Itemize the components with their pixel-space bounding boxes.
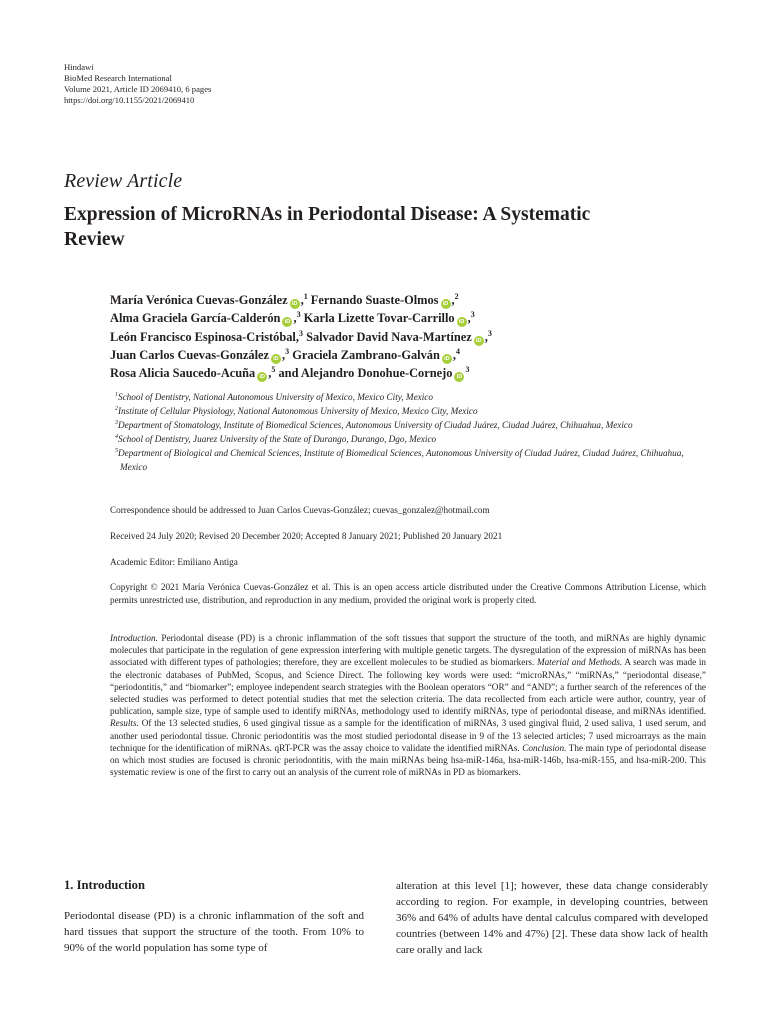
author-conjunction: and (278, 366, 299, 381)
affiliation-number: 1 (115, 391, 118, 398)
affiliation-list (110, 391, 710, 474)
orcid-icon[interactable]: iD (454, 372, 464, 382)
affiliation (110, 447, 710, 475)
author-affiliation-number: 3 (465, 365, 470, 375)
author-name: Fernando Suaste-Olmos (310, 293, 439, 307)
author-name: Juan Carlos Cuevas-González (110, 347, 270, 362)
abstract-results-label: Results. (110, 718, 139, 729)
author-name: Karla Lizette Tovar-Carrillo (303, 311, 455, 326)
orcid-icon[interactable]: iD (271, 354, 281, 364)
author-list (110, 291, 710, 382)
author-affiliation-number: 1 (303, 291, 308, 301)
article-type: Review Article (64, 170, 183, 192)
orcid-icon[interactable]: iD (441, 299, 451, 309)
abstract-conclusion-label: Conclusion. (522, 742, 567, 753)
abstract-methods: A search was made in the electronic databases of PubMed, Scopus, and Science Direct. The following key words were used: “microRNAs,” “miRNAs,” “periodontal disease,” “periodontitis,” and “biomarker”; employee independent search strategies with the Boolean operators “OR” and “AND”; a further search of the references of the selected studies was performed to detect potential studies that met the selection criteria. The data recollected from each article were author, country, year of publication, sample size, type of sample used to identify miRNAs, methodology used to identify miRNAs, type of periodontal disease, and miRNAs identified. (110, 657, 706, 717)
body-text-right-column: alteration at this level [1]; however, these data change considerably according to region. For example, in developing countries, between 36% and 64% of adults have dental calculus compared with developed countries (between 14% and 47%) [2]. These data show lack of health care orally and lack (396, 880, 708, 956)
affiliation-text: Institute of Cellular Physiology, National Autonomous University of Mexico, Mexico City, Mexico (118, 405, 478, 416)
section-heading: 1. Introduction (64, 878, 145, 892)
author-line: León Francisco Espinosa-Cristóbal,$^3$ Salvador David Nava-Martínez iD ,$^3$ (110, 328, 492, 344)
author-name: Alejandro Donohue-Cornejo (300, 366, 453, 381)
abstract-intro: Periodontal disease (PD) is a chronic inflammation of the soft tissues that support the structure of the tooth, and miRNAs are highly dynamic molecules that participate in the regulation of gene expression interfering with multiple genetic targets. The dysregulation of the expression of miRNAs has been associated with different types of pathologies; therefore, they are excellent molecules to be studied as biomarkers. (110, 633, 706, 668)
affiliation-text: Department of Stomatology, Institute of Biomedical Sciences, Autonomous University of Ciudad Juárez, Ciudad Juárez, Chihuahua, Mexico (118, 419, 633, 430)
journal-name: BioMed Research International (64, 73, 172, 83)
journal-header (64, 62, 211, 106)
author-name: Graciela Zambrano-Galván (292, 347, 440, 362)
abstract-methods-label: Material and Methods. (536, 657, 623, 668)
doi-link[interactable]: https://doi.org/10.1155/2021/2069410 (64, 95, 195, 105)
affiliation-text: School of Dentistry, National Autonomous University of Mexico, Mexico City, Mexico (118, 392, 433, 402)
orcid-icon[interactable]: iD (474, 336, 484, 346)
publication-dates: Received 24 July 2020; Revised 20 December 2020; Accepted 8 January 2021; Published 20 January 2021 (110, 531, 503, 541)
author-line: Alma Graciela García-Calderón iD ,$^3$ Karla Lizette Tovar-Carrillo iD ,$^3$ (110, 310, 475, 326)
affiliation (110, 405, 710, 419)
publisher-name: Hindawi (64, 62, 94, 72)
author-name: Alma Graciela García-Calderón (110, 311, 281, 326)
author-affiliation-number: 3 (487, 328, 492, 338)
abstract-conclusion: The main type of periodontal disease on which most studies are focused is chronic periodontitis, with the main miRNAs being hsa-miR-146a, hsa-miR-146b, hsa-miR-155, and hsa-miR-200. This systematic review is one of the first to carry out an analysis of the current role of miRNAs in PD as biomarkers. (110, 742, 706, 778)
author-affiliation-number: 5 (271, 365, 276, 375)
affiliation-number: 3 (115, 419, 118, 426)
author-affiliation-number: 4 (456, 346, 460, 356)
volume-info: Volume 2021, Article ID 2069410, 6 pages (64, 84, 212, 94)
author-affiliation-number: 2 (454, 291, 459, 301)
affiliation (110, 433, 710, 447)
orcid-icon[interactable]: iD (457, 317, 467, 327)
abstract-intro-label: Introduction. (110, 633, 158, 643)
abstract-results: Of the 13 selected studies, 6 used gingival tissue as a sample for the identification of miRNAs, 3 used gingival fluid, 2 used saliva, 1 used serum, and another used periodontal tissue. Chronic periodontitis was the most studied periodontal disease in 9 of the 13 selected articles; 7 used microarrays as the main technique for the identification of miRNAs. qRT-PCR was the assay choice to validate the identified miRNAs. (110, 718, 706, 753)
author-line: Rosa Alicia Saucedo-Acuña iD ,$^5$ and Alejandro Donohue-Cornejo $iD^3$ (110, 365, 470, 381)
author-name: León Francisco Espinosa-Cristóbal (110, 329, 296, 344)
author-affiliation-number: 3 (285, 346, 290, 356)
paper-title: Expression of MicroRNAs in Periodontal Disease: A Systematic Review (64, 204, 591, 250)
author-affiliation-number: 3 (296, 310, 301, 320)
affiliation-number: 5 (115, 447, 118, 454)
affiliation-text: Department of Biological and Chemical Sciences, Institute of Biomedical Sciences, Autonomous University of Ciudad Juárez, Ciudad Juárez, Chihuahua, Mexico (118, 447, 684, 472)
orcid-icon[interactable]: iD (282, 317, 292, 327)
academic-editor: Academic Editor: Emiliano Antiga (110, 557, 238, 567)
author-line: Juan Carlos Cuevas-González iD ,$^3$ Graciela Zambrano-Galván iD ,$^4$ (110, 346, 460, 362)
body-text-left-column: Periodontal disease (PD) is a chronic inflammation of the soft and hard tissues that support the structure of the tooth. From 10% to 90% of the world population has some type of (64, 910, 364, 954)
affiliation-number: 4 (115, 433, 118, 440)
affiliation-text: School of Dentistry, Juarez University of the State of Durango, Durango, Dgo, Mexico (118, 433, 437, 444)
affiliation (110, 419, 710, 433)
orcid-icon[interactable]: iD (257, 372, 267, 382)
copyright-notice: Copyright © 2021 María Verónica Cuevas-González et al. This is an open access article distributed under the Creative Commons Attribution License, which permits unrestricted use, distribution, and reproduction in any medium, provided the original work is properly cited. (110, 582, 706, 605)
author-name: Salvador David Nava-Martínez (306, 329, 472, 344)
author-line: María Verónica Cuevas-González iD ,$^1$ Fernando Suaste-Olmos iD ,$^2$ (110, 291, 459, 307)
author-affiliation-number: 3 (298, 328, 303, 338)
orcid-icon[interactable]: iD (442, 354, 452, 364)
author-name: Rosa Alicia Saucedo-Acuña (110, 366, 256, 381)
author-affiliation-number: 3 (470, 310, 475, 320)
correspondence: Correspondence should be addressed to Juan Carlos Cuevas-González; cuevas_gonzalez@hotmail.com (110, 505, 490, 515)
author-name: María Verónica Cuevas-González (110, 293, 288, 307)
affiliation-number: 2 (115, 405, 118, 412)
orcid-icon[interactable]: iD (290, 299, 300, 309)
affiliation (110, 391, 710, 405)
abstract (110, 632, 706, 778)
